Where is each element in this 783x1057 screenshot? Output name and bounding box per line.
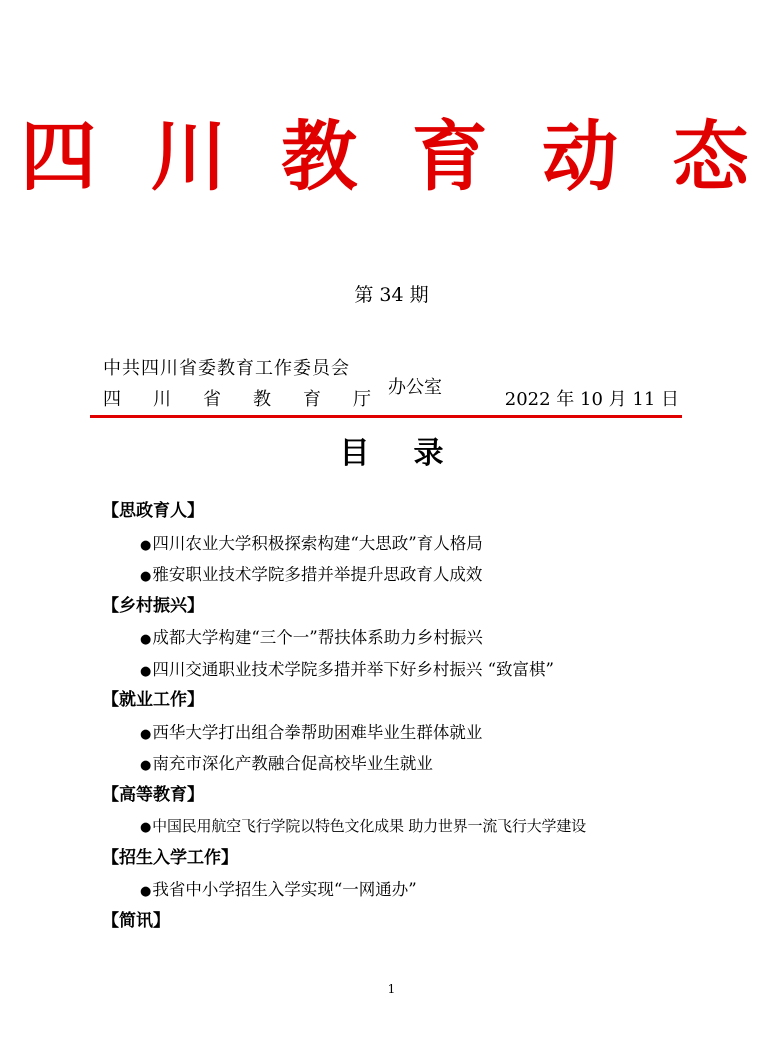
org-char: 四 xyxy=(103,389,121,410)
issue-date: 2022 年 10 月 11 日 xyxy=(504,389,679,410)
org-char: 省 xyxy=(203,389,221,410)
toc-item-text: 中国民用航空飞行学院以特色文化成果 助力世界一流飞行大学建设 xyxy=(152,817,586,835)
toc-section-heading: 【就业工作】 xyxy=(102,690,204,710)
toc-item-text: 南充市深化产教融合促高校毕业生就业 xyxy=(152,754,433,773)
toc-item[interactable] xyxy=(102,717,692,749)
toc-item-text: 四川农业大学积极探索构建“大思政”育人格局 xyxy=(152,533,483,553)
toc-item-text: 我省中小学招生入学实现“一网通办” xyxy=(152,880,417,899)
issue-number: 第 34 期 xyxy=(354,284,429,306)
bullet-icon: ● xyxy=(140,758,152,773)
toc-item-text: 成都大学构建“三个一”帮扶体系助力乡村振兴 xyxy=(152,628,483,647)
bullet-icon: ● xyxy=(140,884,152,899)
toc-item-text: 四川交通职业技术学院多措并举下好乡村振兴 “致富棋” xyxy=(152,659,554,679)
bullet-icon: ● xyxy=(140,663,152,679)
table-of-contents xyxy=(102,496,692,937)
bullet-icon: ● xyxy=(140,632,152,647)
bullet-icon: ● xyxy=(140,820,152,835)
toc-item[interactable] xyxy=(102,748,692,780)
issuing-org-line1: 中共四川省委教育工作委员会 xyxy=(103,358,350,379)
toc-item[interactable] xyxy=(102,654,692,686)
toc-item[interactable] xyxy=(102,811,692,843)
org-char: 川 xyxy=(153,389,171,410)
red-divider-rule xyxy=(90,415,682,418)
masthead-title: 四 川 教 育 动 态 xyxy=(20,112,763,201)
org-char: 教 xyxy=(253,389,271,410)
issuing-org-line2 xyxy=(103,388,371,412)
toc-item[interactable] xyxy=(102,874,692,906)
toc-item[interactable] xyxy=(102,559,692,591)
page-number: 1 xyxy=(387,982,396,996)
toc-section-heading: 【招生入学工作】 xyxy=(102,847,238,868)
toc-section-heading: 【高等教育】 xyxy=(102,784,204,805)
toc-item-text: 西华大学打出组合拳帮助困难毕业生群体就业 xyxy=(152,722,483,742)
toc-section-heading: 【简讯】 xyxy=(102,910,170,931)
toc-section-heading: 【乡村振兴】 xyxy=(102,595,204,616)
org-char: 育 xyxy=(303,389,321,410)
bullet-icon: ● xyxy=(140,569,152,584)
toc-item[interactable] xyxy=(102,528,692,560)
toc-item[interactable] xyxy=(102,622,692,654)
toc-item-text: 雅安职业技术学院多措并举提升思政育人成效 xyxy=(152,565,483,584)
toc-heading: 目录 xyxy=(339,436,488,471)
office-label: 办公室 xyxy=(388,377,442,398)
toc-section-heading: 【思政育人】 xyxy=(102,501,204,521)
bullet-icon: ● xyxy=(140,537,152,553)
bullet-icon: ● xyxy=(140,726,152,742)
org-char: 厅 xyxy=(353,389,371,410)
